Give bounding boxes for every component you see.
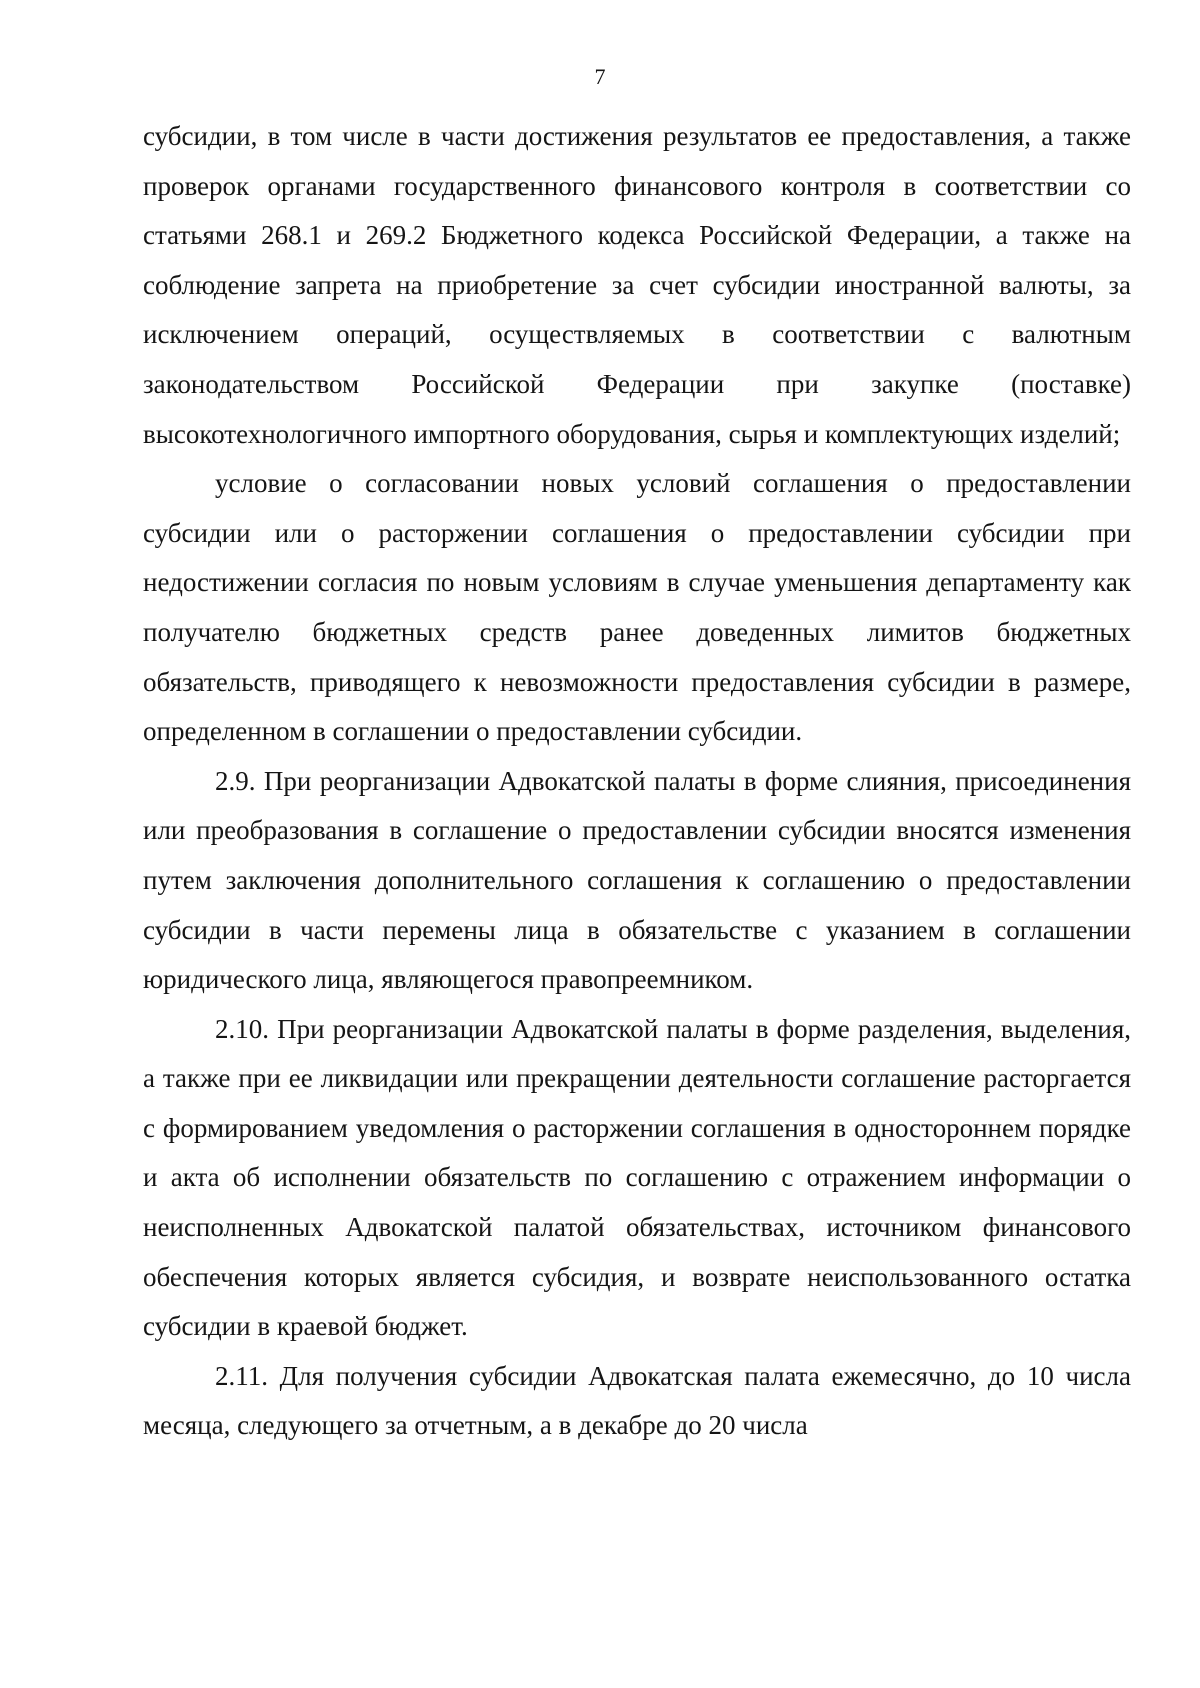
paragraph-continuation: субсидии, в том числе в части достижения результатов ее предоставления, а также проверок органами государственного финансового контроля в соответствии со статьями 268.1 и 269.2 Бюджетного кодекса Российской Федерации, а также на соблюдение запрета на приобретение за счет субсидии иностранной валюты, за исключением операций, осуществляемых в соответствии с валютным законодательством Российской Федерации при закупке (поставке) высокотехнологичного импортного оборудования, сырья и комплектующих изделий; <box>143 121 1131 449</box>
page-number: 7 <box>594 64 606 89</box>
document-body <box>143 112 1131 1451</box>
paragraph-2-9: 2.9. При реорганизации Адвокатской палаты в форме слияния, присоединения или преобразования в соглашение о предоставлении субсидии вносятся изменения путем заключения дополнительного соглашения к соглашению о предоставлении субсидии в части перемены лица в обязательстве с указанием в соглашении юридического лица, являющегося правопреемником. <box>143 765 1131 995</box>
paragraph-2-10: 2.10. При реорганизации Адвокатской палаты в форме разделения, выделения, а также при ее ликвидации или прекращении деятельности соглашение расторгается с формированием уведомления о расторжении соглашения в одностороннем порядке и акта об исполнении обязательств по соглашению с отражением информации о неисполненных Адвокатской палатой обязательствах, источником финансового обеспечения которых является субсидия, и возврате неиспользованного остатка субсидии в краевой бюджет. <box>143 1013 1131 1342</box>
paragraph-agreement-condition: условие о согласовании новых условий соглашения о предоставлении субсидии или о расторжении соглашения о предоставлении субсидии при недостижении согласия по новым условиям в случае уменьшения департаменту как получателю бюджетных средств ранее доведенных лимитов бюджетных обязательств, приводящего к невозможности предоставления субсидии в размере, определенном в соглашении о предоставлении субсидии. <box>143 468 1131 747</box>
paragraph-2-11: 2.11. Для получения субсидии Адвокатская палата ежемесячно, до 10 числа месяца, следующего за отчетным, а в декабре до 20 числа <box>143 1360 1131 1441</box>
